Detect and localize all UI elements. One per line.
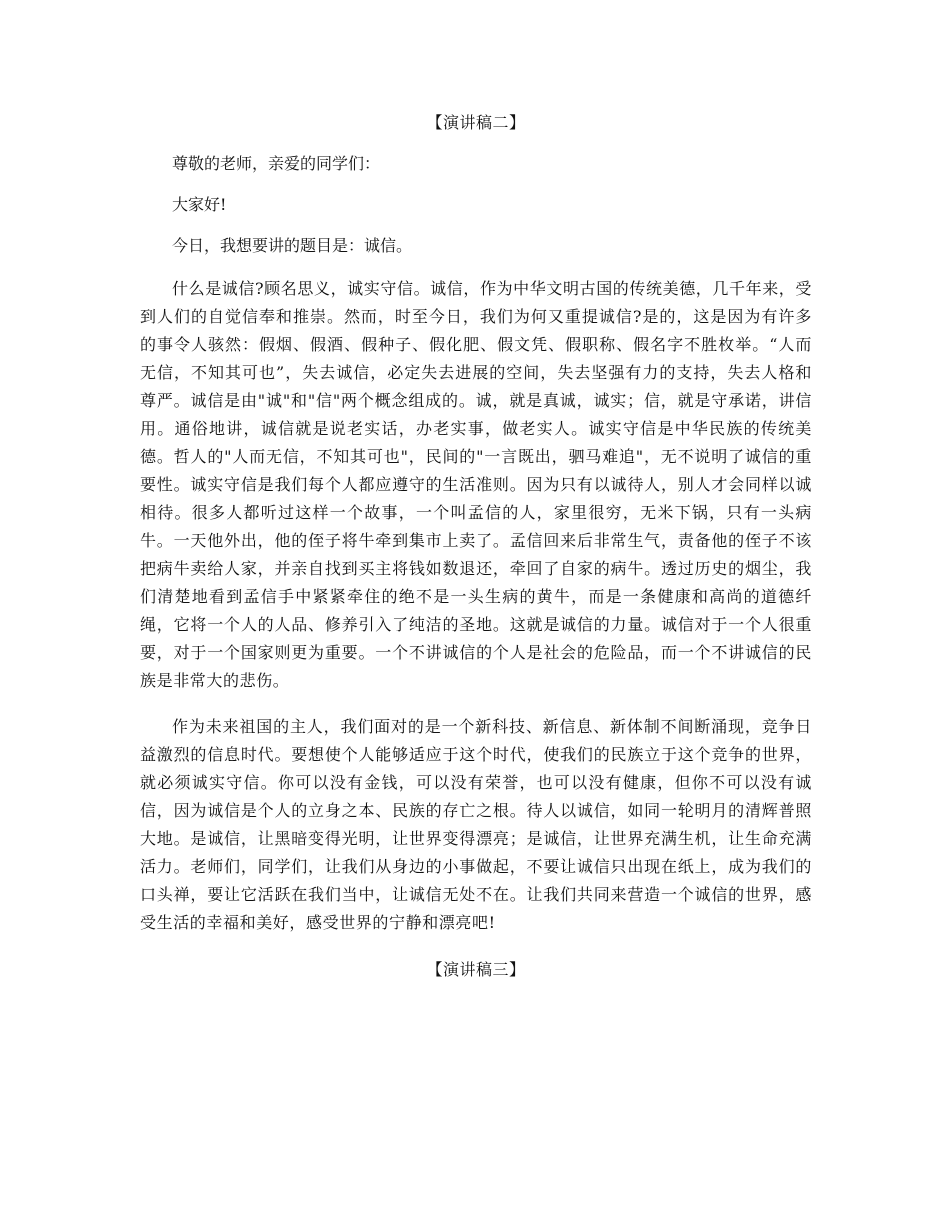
section-heading: 【演讲稿三】: [426, 960, 526, 979]
document-content: [140, 108, 812, 985]
section-heading: 【演讲稿二】: [426, 113, 526, 132]
greeting: 大家好!: [172, 195, 227, 214]
topic-line: 今日，我想要讲的题目是：诚信。: [172, 236, 413, 255]
body-paragraph: 什么是诚信?顾名思义，诚实守信。诚信，作为中华文明古国的传统美德，几千年来，受到人们的自觉信奉和推崇。然而，时至今日，我们为何又重提诚信?是的，这是因为有许多的事令人骇然：假烟、假酒、假种子、假化肥、假文凭、假职称、假名字不胜枚举。“人而无信，不知其可也”，失去诚信，必定失去进展的空间，失去坚强有力的支持，失去人格和尊严。诚信是由"诚"和"信"两个概念组成的。诚，就是真诚，诚实；信，就是守承诺，讲信用。通俗地讲，诚信就是说老实话，办老实事，做老实人。诚实守信是中华民族的传统美德。哲人的"人而无信，不知其可也"，民间的"一言既出，驷马难追"，无不说明了诚信的重要性。诚实守信是我们每个人都应遵守的生活准则。因为只有以诚待人，别人才会同样以诚相待。很多人都听过这样一个故事，一个叫孟信的人，家里很穷，无米下锅，只有一头病牛。一天他外出，他的侄子将牛牵到集市上卖了。孟信回来后非常生气，责备他的侄子不该把病牛卖给人家，并亲自找到买主将钱如数退还，牵回了自家的病牛。透过历史的烟尘，我们清楚地看到孟信手中紧紧牵住的绝不是一头生病的黄牛，而是一条健康和高尚的道德纤绳，它将一个人的人品、修养引入了纯洁的圣地。这就是诚信的力量。诚信对于一个人很重要，对于一个国家则更为重要。一个不讲诚信的个人是社会的危险品，而一个不讲诚信的民族是非常大的悲伤。: [140, 279, 812, 690]
body-paragraph: 作为未来祖国的主人，我们面对的是一个新科技、新信息、新体制不间断涌现，竞争日益激烈的信息时代。要想使个人能够适应于这个时代，使我们的民族立于这个竞争的世界，就必须诚实守信。你可以没有金钱，可以没有荣誉，也可以没有健康，但你不可以没有诚信，因为诚信是个人的立身之本、民族的存亡之根。待人以诚信，如同一轮明月的清辉普照大地。是诚信，让黑暗变得光明，让世界变得漂亮；是诚信，让世界充满生机，让生命充满活力。老师们，同学们，让我们从身边的小事做起，不要让诚信只出现在纸上，成为我们的口头禅，要让它活跃在我们当中，让诚信无处不在。让我们共同来营造一个诚信的世界，感受生活的幸福和美好，感受世界的宁静和漂亮吧!: [140, 717, 812, 932]
salutation: 尊敬的老师，亲爱的同学们：: [172, 154, 381, 173]
